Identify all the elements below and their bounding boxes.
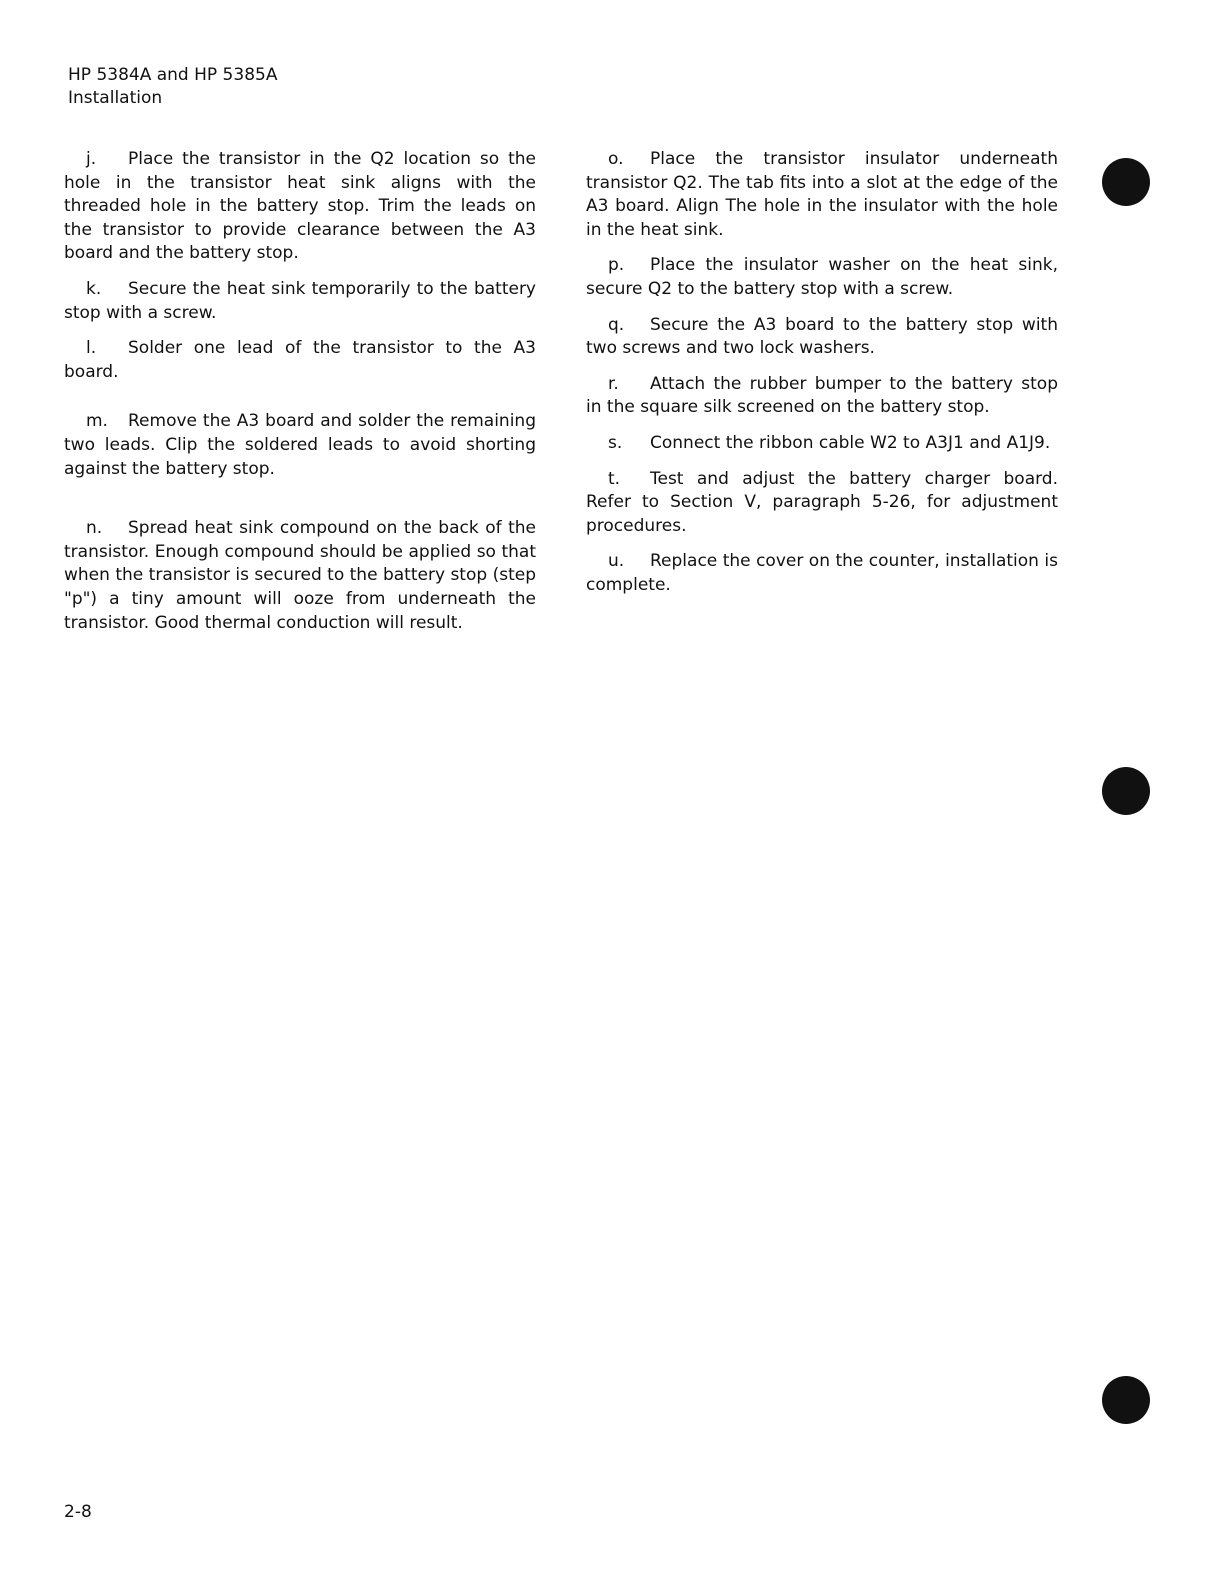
step-letter: t. — [608, 468, 621, 489]
step-letter: p. — [608, 255, 625, 276]
step-text: Attach the rubber bumper to the battery stop in the square silk screened on the battery stop. — [586, 373, 1058, 418]
step-k — [64, 278, 536, 325]
step-letter: q. — [608, 314, 625, 335]
step-text: Place the transistor insulator underneath transistor Q2. The tab fits into a slot at the edge of the A3 board. Align The hole in the insulator with the hole in the heat sink. — [586, 149, 1058, 240]
step-n — [64, 517, 536, 635]
left-column — [64, 148, 536, 647]
step-t — [586, 468, 1058, 539]
step-o — [586, 148, 1058, 242]
step-text: Place the insulator washer on the heat sink, secure Q2 to the battery stop with a screw. — [586, 255, 1058, 299]
step-text: Secure the heat sink temporarily to the battery stop with a screw. — [64, 278, 536, 323]
step-u — [586, 550, 1058, 597]
binder-hole-top — [1102, 158, 1150, 206]
step-letter: o. — [608, 149, 624, 169]
right-column — [586, 148, 1058, 610]
step-text: Test and adjust the battery charger board. Refer to Section V, paragraph 5-26, for adjustment procedures. — [586, 468, 1058, 536]
step-text: Spread heat sink compound on the back of the transistor. Enough compound should be applied so that when the transistor is secured to the battery stop (step "p") a tiny amount will ooze from underneath the transistor. Good thermal conduction will result. — [64, 518, 536, 633]
step-letter: n. — [86, 518, 103, 539]
page-header — [68, 64, 277, 110]
step-text: Connect the ribbon cable W2 to A3J1 and A1J9. — [650, 432, 1051, 453]
header-model: HP 5384A and HP 5385A — [68, 65, 278, 85]
step-q — [586, 314, 1058, 361]
step-l — [64, 337, 536, 384]
step-letter: s. — [608, 432, 623, 453]
step-text: Remove the A3 board and solder the remaining two leads. Clip the soldered leads to avoid shorting against the battery stop. — [64, 411, 536, 479]
step-s — [586, 432, 1058, 456]
step-letter: m. — [86, 411, 108, 432]
step-letter: r. — [608, 373, 619, 394]
binder-hole-bottom — [1102, 1376, 1150, 1424]
step-text: Secure the A3 board to the battery stop with two screws and two lock washers. — [586, 314, 1058, 359]
step-j — [64, 148, 536, 266]
page-number: 2-8 — [64, 1502, 92, 1522]
step-r — [586, 373, 1058, 420]
step-letter: k. — [86, 278, 102, 299]
binder-hole-middle — [1102, 767, 1150, 815]
step-text: Solder one lead of the transistor to the A3 board. — [64, 338, 536, 382]
step-p — [586, 254, 1058, 301]
step-m — [64, 410, 536, 481]
step-letter: j. — [86, 149, 97, 169]
step-letter: u. — [608, 551, 625, 572]
header-section: Installation — [68, 88, 163, 108]
step-letter: l. — [86, 338, 97, 359]
step-text: Replace the cover on the counter, installation is complete. — [586, 551, 1058, 595]
step-text: Place the transistor in the Q2 location so the hole in the transistor heat sink aligns with the threaded hole in the battery stop. Trim the leads on the transistor to provide clearance between the A3 board and the battery stop. — [64, 149, 536, 264]
